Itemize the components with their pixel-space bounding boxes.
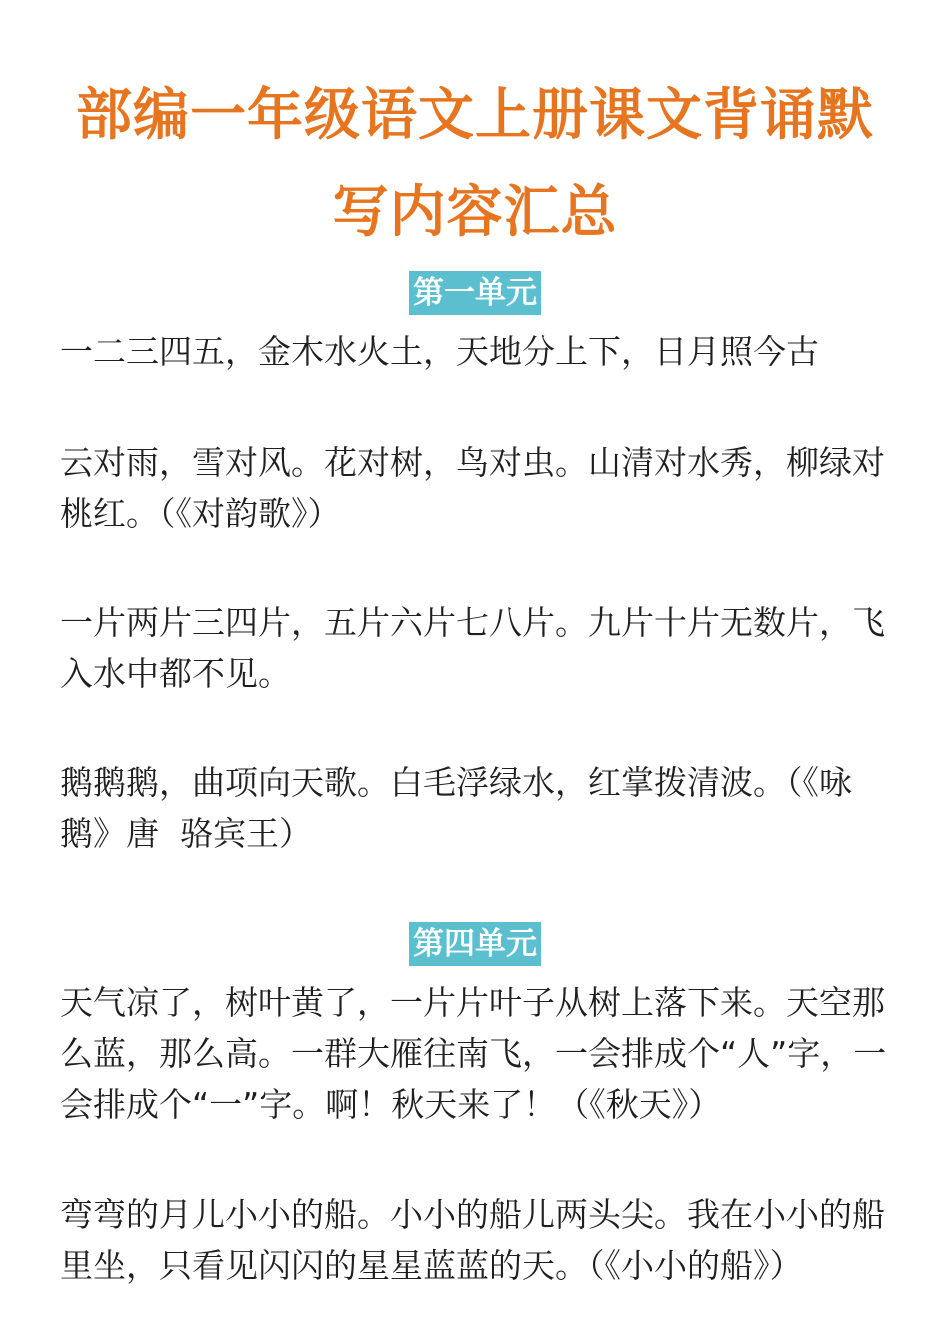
page-title-line-1: 部编一年级语文上册课文背诵默: [76, 83, 874, 148]
section-label-unit-1: [0, 271, 950, 315]
paragraph-text: 天气凉了，树叶黄了，一片片叶子从树上落下来。天空那么蓝，那么高。一群大雁往南飞，一会排成个“人”字，一会排成个“一”字。啊！秋天来了！（《秋天》）: [60, 983, 887, 1124]
paragraph-text: 弯弯的月儿小小的船。小小的船儿两头尖。我在小小的船里坐，只看见闪闪的星星蓝蓝的天。（《小小的船》）: [60, 1195, 885, 1285]
paragraph-text: 一片两片三四片，五片六片七八片。九片十片无数片，飞入水中都不见。: [60, 603, 885, 693]
section-label-unit-4: [0, 922, 950, 966]
paragraph-text: 一二三四五，金木水火土，天地分上下，日月照今古: [60, 332, 819, 371]
paragraph-text: 鹅鹅鹅，曲项向天歌。白毛浮绿水，红掌拨清波。（《咏鹅》唐 骆宾王）: [60, 763, 852, 853]
section-label-text: 第四单元: [409, 922, 541, 966]
paragraph-text: 云对雨，雪对风。花对树，鸟对虫。山清对水秀，柳绿对桃红。（《对韵歌》）: [60, 443, 885, 533]
section-label-text: 第一单元: [409, 271, 541, 315]
page-title-line-2: 写内容汇总: [332, 180, 618, 245]
